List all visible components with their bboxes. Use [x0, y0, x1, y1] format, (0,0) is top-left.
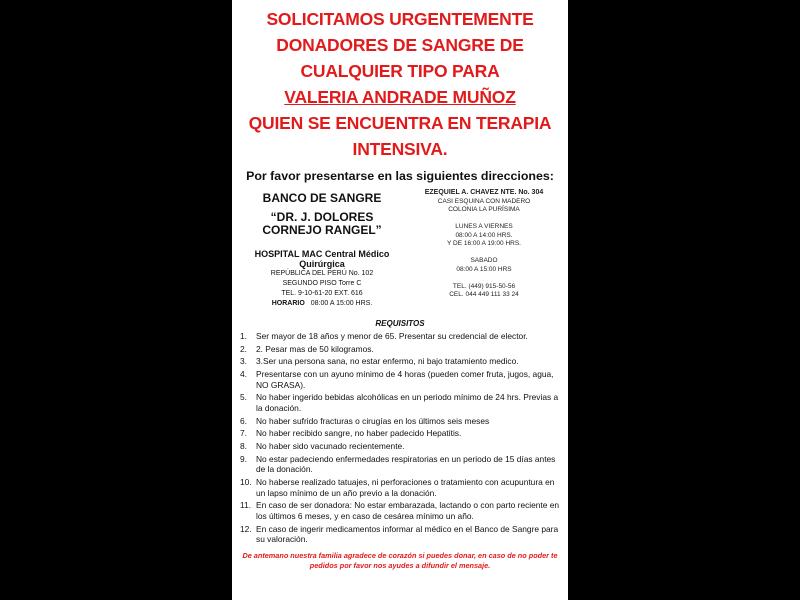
item-number: 4.	[240, 369, 247, 380]
street-corner: CASI ESQUINA CON MADERO	[437, 197, 531, 205]
hospital-line: Quirúrgica	[299, 259, 345, 269]
item-text: No haber ingerido bebidas alcohólicas en un periodo mínimo de 24 hrs. Previas a la donación.	[256, 392, 559, 413]
subtitle: Por favor presentarse en las siguientes direcciones:	[246, 169, 554, 183]
colonia: COLONIA LA PURÍSIMA	[448, 206, 520, 213]
hospital-line: HOSPITAL MAC Central Médico	[254, 249, 390, 259]
item-number: 7.	[240, 428, 247, 439]
bank-title: BANCO DE SANGRE	[262, 191, 382, 205]
item-number: 2.	[240, 343, 247, 354]
blood-bank-address	[240, 185, 404, 309]
item-text: 2. Pesar mas de 50 kilogramos.	[256, 343, 374, 354]
second-address	[408, 185, 560, 300]
footer-message: De antemano nuestra familia agradece de corazón si puedes donar, en caso de no poder te pedidos por favor nos ayudes a difundir el mensaje.	[242, 550, 558, 570]
headline	[240, 6, 560, 162]
weekdays-label: LUNES A VIERNES	[455, 223, 513, 230]
item-text: En caso de ingerir medicamentos informar al médico en el Banco de Sangre para su valoración.	[256, 523, 559, 545]
street-address: EZEQUIEL A. CHAVEZ NTE. No. 304	[424, 189, 544, 196]
list-item	[240, 392, 560, 413]
list-item	[240, 477, 560, 498]
list-item	[240, 344, 560, 355]
list-item	[240, 369, 560, 390]
hospital-address-2: SEGUNDO PISO Torre C	[282, 280, 362, 287]
item-text: En caso de ser donadora: No estar embarazada, lactando o con parto reciente en los últimos 6 meses, y en caso de cesárea mínimo un año.	[256, 500, 560, 521]
cellphone: CEL. 044 449 111 33 24	[449, 291, 519, 298]
saturday-hours: 08:00 A 15:00 HRS	[456, 265, 512, 273]
item-number: 9.	[240, 453, 247, 464]
addresses	[240, 185, 560, 317]
patient-name: VALERIA ANDRADE MUÑOZ	[284, 87, 516, 107]
headline-line: DONADORES DE SANGRE DE	[276, 35, 524, 55]
item-text: No estar padeciendo enfermedades respiratorias en un periodo de 15 días antes de la donación.	[256, 453, 556, 475]
weekday-hours-1: 08:00 A 14:00 HRS.	[455, 231, 513, 239]
hospital-hours	[240, 299, 404, 309]
flyer	[232, 0, 568, 600]
item-text: Presentarse con un ayuno mínimo de 4 horas (pueden comer fruta, jugos, agua, NO GRASA).	[256, 369, 554, 390]
phone: TEL. (449) 915-50-56	[452, 282, 516, 290]
list-item	[240, 524, 560, 545]
headline-line: CUALQUIER TIPO PARA	[300, 61, 500, 81]
item-number: 8.	[240, 441, 247, 451]
list-item	[240, 416, 560, 427]
hospital-name	[240, 249, 404, 269]
list-item	[240, 356, 560, 367]
list-item	[240, 500, 560, 521]
item-number: 5.	[240, 392, 247, 403]
headline-line: INTENSIVA.	[352, 139, 448, 159]
list-item	[240, 441, 560, 452]
item-text: No haberse realizado tatuajes, ni perforaciones o tratamiento con acupuntura en un lapso mínimo de un año previo a la donación.	[256, 476, 555, 498]
hours-value: 08:00 A 15:00 HRS.	[310, 300, 373, 307]
hospital-address-1: REPÚBLICA DEL PERÚ No. 102	[270, 270, 374, 277]
item-text: Ser mayor de 18 años y menor de 65. Presentar su credencial de elector.	[256, 331, 528, 341]
saturday-label: SABADO	[470, 257, 498, 264]
bank-doctor-name	[240, 211, 404, 237]
item-number: 6.	[240, 415, 247, 426]
item-text: No haber sido vacunado recientemente.	[256, 441, 405, 451]
item-text: No haber recibido sangre, no haber padecido Hepatitis.	[256, 428, 462, 439]
hours-label: HORARIO	[271, 300, 305, 307]
doctor-line: “DR. J. DOLORES	[270, 210, 374, 224]
item-text: No haber sufrido fracturas o cirugías en los últimos seis meses	[256, 415, 490, 426]
requirements-title: REQUISITOS	[375, 319, 425, 328]
headline-line: SOLICITAMOS URGENTEMENTE	[266, 9, 534, 29]
item-number: 3.	[240, 356, 247, 367]
hospital-phone: TEL. 9-10-61-20 EXT. 616	[281, 290, 363, 297]
list-item	[240, 428, 560, 439]
requirements-list	[240, 331, 560, 545]
list-item	[240, 454, 560, 475]
item-number: 1.	[240, 331, 247, 341]
list-item	[240, 331, 560, 342]
doctor-line: CORNEJO RANGEL”	[262, 223, 382, 237]
item-number: 10.	[240, 476, 252, 487]
item-number: 12.	[240, 523, 252, 534]
weekday-hours-2: Y DE 16:00 A 19:00 HRS.	[447, 240, 521, 247]
headline-line: QUIEN SE ENCUENTRA EN TERAPIA	[248, 113, 552, 133]
item-number: 11.	[240, 500, 252, 511]
item-text: 3.Ser una persona sana, no estar enfermo, ni bajo tratamiento medico.	[256, 356, 519, 367]
